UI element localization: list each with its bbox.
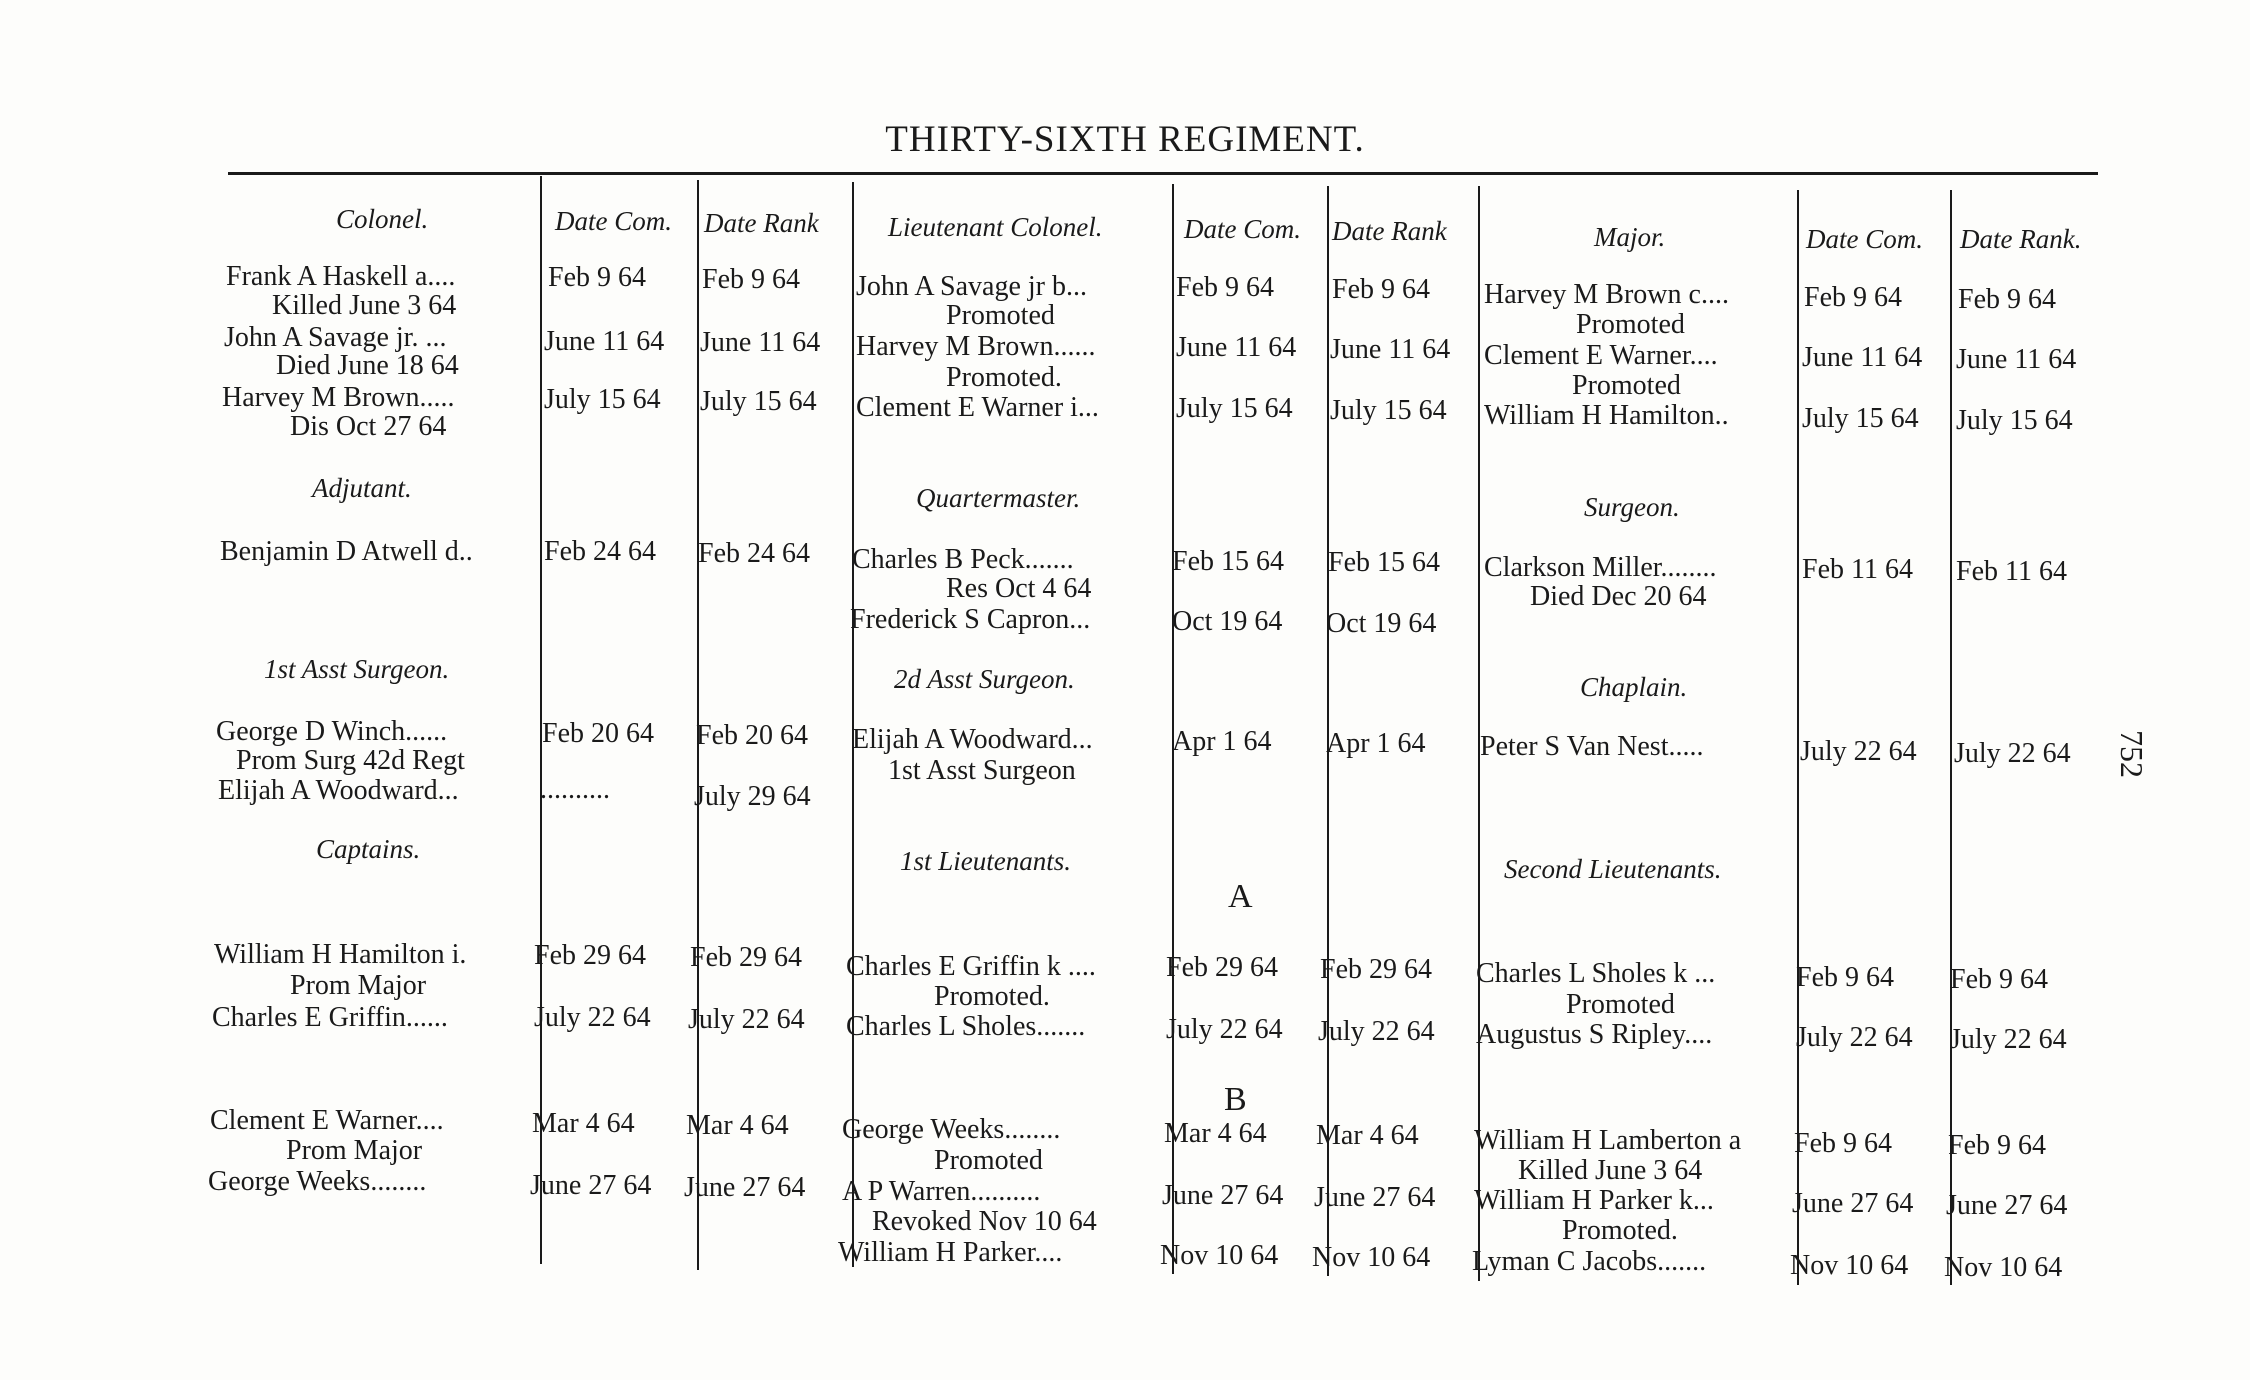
section-asst-surgeon-2: 2d Asst Surgeon. (894, 664, 1075, 694)
header-date-com: Date Com. (555, 206, 672, 236)
officer-name: Charles E Griffin...... (212, 1002, 448, 1033)
header-date-rank: Date Rank. (1960, 224, 2082, 254)
date-rank: Nov 10 64 (1312, 1242, 1431, 1273)
officer-name: William H Parker k... (1474, 1185, 1714, 1216)
date-rank: Feb 29 64 (690, 942, 802, 973)
date-rank: Nov 10 64 (1944, 1252, 2063, 1283)
date-com: July 15 64 (1802, 403, 1919, 434)
officer-name: Elijah A Woodward... (218, 775, 459, 806)
header-lt-colonel: Lieutenant Colonel. (888, 212, 1103, 242)
date-com: Oct 19 64 (1172, 606, 1283, 637)
date-com: Feb 20 64 (542, 718, 654, 749)
date-rank: Mar 4 64 (686, 1110, 789, 1141)
officer-name: William H Lamberton a (1474, 1125, 1742, 1156)
officer-name: George D Winch...... (216, 716, 448, 747)
date-com: Feb 24 64 (544, 536, 656, 567)
officer-note: Prom Major (290, 970, 427, 1001)
officer-name: Frederick S Capron... (850, 604, 1091, 635)
date-rank: Oct 19 64 (1326, 608, 1437, 639)
date-rank: July 15 64 (1956, 405, 2073, 436)
date-com: Feb 9 64 (1176, 272, 1274, 303)
officer-name: Peter S Van Nest..... (1480, 731, 1704, 762)
column-rule (1950, 190, 1952, 1285)
page-title: THIRTY-SIXTH REGIMENT. (885, 119, 1365, 160)
date-com: July 15 64 (544, 384, 661, 415)
date-com: June 11 64 (1176, 332, 1297, 363)
header-colonel: Colonel. (336, 204, 429, 234)
officer-note: Promoted. (946, 362, 1062, 393)
date-com: Feb 9 64 (1794, 1128, 1892, 1159)
officer-name: Charles B Peck....... (852, 544, 1074, 575)
officer-note: Promoted. (1562, 1215, 1678, 1246)
officer-name: Benjamin D Atwell d.. (220, 536, 473, 567)
date-rank: July 22 64 (1954, 738, 2071, 769)
date-rank: July 15 64 (1330, 395, 1447, 426)
date-com: June 11 64 (544, 326, 665, 357)
header-date-com: Date Com. (1806, 224, 1923, 254)
officer-name: Clement E Warner.... (1484, 340, 1718, 371)
officer-note: Killed June 3 64 (1518, 1155, 1703, 1186)
date-rank: Feb 11 64 (1956, 556, 2067, 587)
date-rank: Feb 29 64 (1320, 954, 1432, 985)
officer-name: Clarkson Miller........ (1484, 552, 1717, 583)
header-date-com: Date Com. (1184, 214, 1301, 244)
company-label-a: A (1228, 878, 1253, 915)
date-com: Mar 4 64 (532, 1108, 635, 1139)
date-rank: June 11 64 (1330, 334, 1451, 365)
date-com: June 27 64 (1792, 1188, 1914, 1219)
officer-name: Clement E Warner i... (856, 392, 1099, 423)
officer-note: Prom Surg 42d Regt (236, 745, 465, 776)
column-rule (1797, 190, 1799, 1285)
header-date-rank: Date Rank (704, 208, 819, 238)
date-com: Apr 1 64 (1172, 726, 1272, 757)
date-rank: June 27 64 (1314, 1182, 1436, 1213)
date-rank: July 22 64 (688, 1004, 805, 1035)
officer-name: William H Hamilton.. (1484, 400, 1729, 431)
date-com: June 11 64 (1802, 342, 1923, 373)
date-rank: Feb 9 64 (1948, 1130, 2046, 1161)
officer-name: John A Savage jr b... (856, 271, 1087, 302)
header-major: Major. (1594, 222, 1666, 252)
date-rank: July 22 64 (1318, 1016, 1435, 1047)
officer-name: Frank A Haskell a.... (226, 261, 456, 292)
officer-name: Charles E Griffin k .... (846, 951, 1096, 982)
date-rank: June 11 64 (700, 327, 821, 358)
date-rank: June 27 64 (1946, 1190, 2068, 1221)
date-com: July 15 64 (1176, 393, 1293, 424)
date-com: June 27 64 (1162, 1180, 1284, 1211)
company-label-b: B (1224, 1081, 1247, 1118)
officer-note: Res Oct 4 64 (946, 573, 1092, 604)
date-rank: July 22 64 (1950, 1024, 2067, 1055)
date-rank: Mar 4 64 (1316, 1120, 1419, 1151)
date-rank: Feb 24 64 (698, 538, 810, 569)
section-quartermaster: Quartermaster. (916, 483, 1081, 513)
section-adjutant: Adjutant. (312, 473, 412, 503)
date-rank: June 11 64 (1956, 344, 2077, 375)
date-com: Feb 11 64 (1802, 554, 1913, 585)
header-date-rank: Date Rank (1332, 216, 1447, 246)
date-rank: Feb 9 64 (1958, 284, 2056, 315)
date-com: Feb 29 64 (534, 940, 646, 971)
officer-note: Promoted (934, 1145, 1043, 1176)
officer-name: Charles L Sholes k ... (1476, 958, 1716, 989)
officer-name: William H Hamilton i. (214, 939, 467, 970)
officer-name: George Weeks........ (842, 1114, 1061, 1145)
date-rank: July 29 64 (694, 781, 811, 812)
officer-note: 1st Asst Surgeon (888, 755, 1076, 786)
date-com: July 22 64 (1166, 1014, 1283, 1045)
officer-name: William H Parker.... (838, 1237, 1063, 1268)
date-com: June 27 64 (530, 1170, 652, 1201)
officer-note: Promoted. (934, 981, 1050, 1012)
date-rank: Feb 15 64 (1328, 547, 1440, 578)
date-com: .......... (540, 774, 610, 805)
section-captains: Captains. (316, 834, 421, 864)
date-com: July 22 64 (1800, 736, 1917, 767)
officer-name: Lyman C Jacobs....... (1472, 1246, 1707, 1277)
section-first-lts: 1st Lieutenants. (900, 846, 1072, 876)
date-com: Nov 10 64 (1160, 1240, 1279, 1271)
date-com: Feb 9 64 (1796, 962, 1894, 993)
date-com: Feb 9 64 (548, 262, 646, 293)
officer-note: Killed June 3 64 (272, 290, 457, 321)
officer-note: Prom Major (286, 1135, 423, 1166)
officer-name: John A Savage jr. ... (224, 322, 447, 353)
date-com: Nov 10 64 (1790, 1250, 1909, 1281)
date-com: Feb 29 64 (1166, 952, 1278, 983)
section-second-lts: Second Lieutenants. (1504, 854, 1722, 884)
officer-name: George Weeks........ (208, 1166, 427, 1197)
officer-name: Charles L Sholes....... (846, 1011, 1086, 1042)
date-com: Mar 4 64 (1164, 1118, 1267, 1149)
date-rank: June 27 64 (684, 1172, 806, 1203)
officer-name: Harvey M Brown..... (222, 382, 455, 413)
date-com: July 22 64 (1796, 1022, 1913, 1053)
date-rank: Feb 9 64 (1950, 964, 2048, 995)
officer-note: Promoted (946, 300, 1055, 331)
officer-name: Harvey M Brown...... (856, 331, 1096, 362)
officer-name: A P Warren.......... (842, 1176, 1041, 1207)
date-rank: Feb 9 64 (702, 264, 800, 295)
date-rank: July 15 64 (700, 386, 817, 417)
title-rule (228, 172, 2098, 175)
section-surgeon: Surgeon. (1584, 492, 1680, 522)
date-rank: Feb 9 64 (1332, 274, 1430, 305)
date-com: Feb 15 64 (1172, 546, 1284, 577)
date-com: Feb 9 64 (1804, 282, 1902, 313)
section-asst-surgeon-1: 1st Asst Surgeon. (264, 654, 450, 684)
officer-note: Dis Oct 27 64 (290, 411, 447, 442)
officer-name: Clement E Warner.... (210, 1105, 444, 1136)
date-rank: Apr 1 64 (1326, 728, 1426, 759)
officer-note: Died Dec 20 64 (1530, 581, 1707, 612)
officer-note: Died June 18 64 (276, 350, 459, 381)
officer-name: Augustus S Ripley.... (1476, 1019, 1713, 1050)
officer-note: Revoked Nov 10 64 (872, 1206, 1097, 1237)
officer-note: Promoted (1572, 370, 1681, 401)
date-com: July 22 64 (534, 1002, 651, 1033)
page-number: 752 (2114, 730, 2150, 778)
officer-note: Promoted (1566, 989, 1675, 1020)
officer-name: Harvey M Brown c.... (1484, 279, 1729, 310)
date-rank: Feb 20 64 (696, 720, 808, 751)
section-chaplain: Chaplain. (1580, 672, 1688, 702)
officer-note: Promoted (1576, 309, 1685, 340)
officer-name: Elijah A Woodward... (852, 724, 1093, 755)
